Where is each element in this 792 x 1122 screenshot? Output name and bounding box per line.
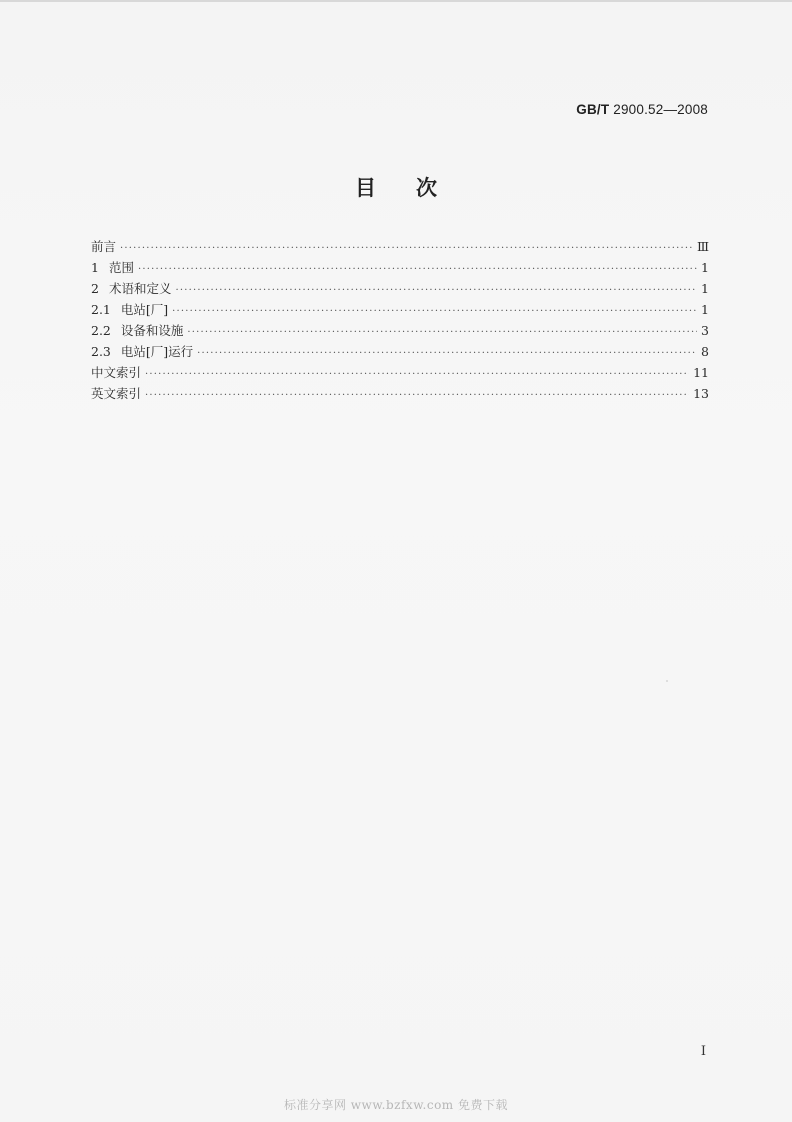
toc-entry-section: 2.3 — [91, 344, 111, 359]
toc-entry-page: Ⅲ — [696, 239, 709, 254]
toc-entry-page: 8 — [701, 344, 709, 359]
toc-entry-page: 11 — [693, 365, 709, 380]
toc-entry-operation[interactable] — [91, 341, 709, 362]
toc-leader-dots — [145, 364, 689, 385]
toc-leader-dots — [138, 259, 697, 280]
toc-entry-section: 2.2 — [91, 323, 111, 338]
toc-entry-section: 2 — [91, 281, 99, 296]
standard-prefix: GB/T — [576, 102, 610, 117]
toc-entry-foreword[interactable] — [91, 236, 709, 257]
toc-entry-power-station[interactable] — [91, 299, 709, 320]
toc-entry-terms[interactable] — [91, 278, 709, 299]
standard-code — [576, 102, 708, 117]
toc-entry-section: 2.1 — [91, 302, 111, 317]
toc-entry-section: 1 — [91, 260, 99, 275]
scan-speck — [666, 680, 668, 682]
toc-entry-chinese-index[interactable] — [91, 362, 709, 383]
toc-entry-label: 电站[厂]运行 — [120, 344, 194, 359]
toc-leader-dots — [172, 301, 697, 322]
toc-entry-page: 13 — [693, 386, 709, 401]
toc-entry-label: 设备和设施 — [120, 323, 184, 338]
toc-entry-label: 术语和定义 — [108, 281, 172, 296]
page-title: 目次 — [355, 176, 477, 200]
toc-entry-scope[interactable] — [91, 257, 709, 278]
toc-entry-page: 1 — [701, 281, 709, 296]
toc-leader-dots — [187, 322, 697, 343]
page-number: I — [700, 1044, 706, 1059]
toc-leader-dots — [175, 280, 697, 301]
toc-leader-dots — [120, 238, 693, 259]
toc-entry-page: 1 — [701, 302, 709, 317]
standard-number: 2900.52—2008 — [613, 102, 708, 117]
table-of-contents — [91, 236, 709, 404]
toc-leader-dots — [145, 385, 689, 406]
scan-edge — [0, 0, 792, 2]
toc-entry-label: 中文索引 — [91, 365, 142, 380]
toc-entry-label: 范围 — [108, 260, 134, 275]
toc-entry-label: 英文索引 — [91, 386, 142, 401]
toc-entry-page: 3 — [701, 323, 709, 338]
toc-entry-equipment[interactable] — [91, 320, 709, 341]
toc-entry-label: 电站[厂] — [120, 302, 169, 317]
toc-leader-dots — [197, 343, 697, 364]
toc-entry-page: 1 — [701, 260, 709, 275]
site-watermark[interactable]: 标准分享网 www.bzfxw.com 免费下载 — [283, 1098, 509, 1112]
toc-entry-english-index[interactable] — [91, 383, 709, 404]
toc-entry-label: 前言 — [91, 239, 117, 254]
